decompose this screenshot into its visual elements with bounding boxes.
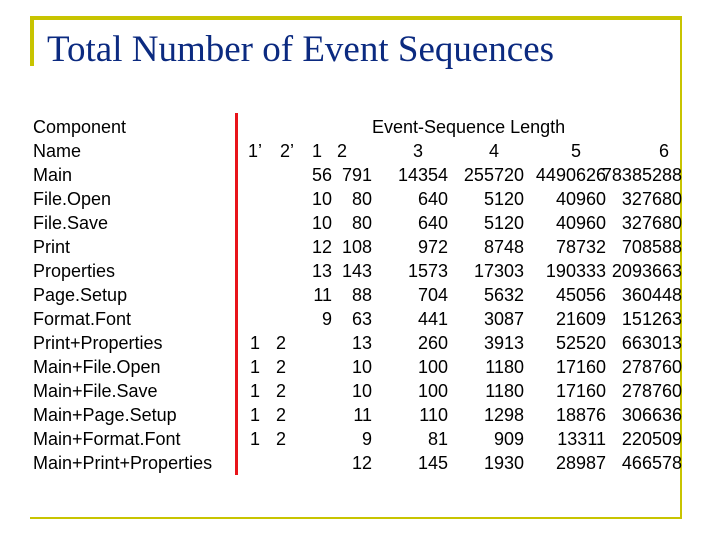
prime-2-value: 2 xyxy=(276,429,287,449)
prime-1-value: 1 xyxy=(250,405,261,425)
sequence-count-len-2: 80 xyxy=(351,213,372,233)
sequence-count-len-2: 791 xyxy=(341,165,372,185)
sequence-count-len-5: 40960 xyxy=(555,189,606,209)
prime-1-value: 1 xyxy=(250,333,261,353)
sequence-count-len-4: 5632 xyxy=(483,285,524,305)
sequence-count-len-6: 327680 xyxy=(621,189,682,209)
sequence-count-len-4: 3913 xyxy=(483,333,524,353)
sequence-count-len-1: 13 xyxy=(311,261,332,281)
sequence-count-len-3: 972 xyxy=(417,237,448,257)
sequence-count-len-6: 663013 xyxy=(621,333,682,353)
prime-2-value: 2 xyxy=(276,357,287,377)
component-name-column xyxy=(33,115,213,473)
prime-header-2: 2’ xyxy=(280,141,295,161)
sequence-count-len-4: 8748 xyxy=(483,237,524,257)
sequence-count-len-5: 4490626 xyxy=(535,165,606,185)
sequence-count-len-6: 151263 xyxy=(621,309,682,329)
sequence-count-len-4: 1180 xyxy=(485,357,524,377)
sequence-count-len-3: 100 xyxy=(417,381,448,401)
sequence-count-len-6: 278760 xyxy=(621,381,682,401)
sequence-count-len-4: 5120 xyxy=(483,189,524,209)
component-name: Print+Properties xyxy=(33,333,163,353)
sequence-count-len-1: 11 xyxy=(313,285,332,305)
sequence-count-len-1: 12 xyxy=(311,237,332,257)
sequence-count-len-4: 3087 xyxy=(483,309,524,329)
prime-1-value: 1 xyxy=(250,357,261,377)
slide-title: Total Number of Event Sequences xyxy=(47,29,555,70)
component-name: Main+Print+Properties xyxy=(33,453,213,473)
sequence-count-len-3: 704 xyxy=(417,285,448,305)
sequence-count-len-5: 21609 xyxy=(555,309,606,329)
component-name: Main+File.Open xyxy=(33,357,161,377)
prime-header-1: 1’ xyxy=(248,141,263,161)
sequence-count-len-2: 13 xyxy=(351,333,372,353)
bottom-frame-line xyxy=(30,517,680,519)
sequence-count-len-3: 441 xyxy=(417,309,448,329)
prime-2-value: 2 xyxy=(276,405,287,425)
sequence-count-len-6: 360448 xyxy=(621,285,682,305)
sequence-count-len-5: 45056 xyxy=(555,285,606,305)
prime-2-value: 2 xyxy=(276,333,287,353)
sequence-count-len-5: 17160 xyxy=(555,381,606,401)
sequence-count-len-1: 56 xyxy=(311,165,332,185)
component-name: Main xyxy=(33,165,73,185)
sequence-count-len-2: 63 xyxy=(351,309,372,329)
length-header-2: 2 xyxy=(336,141,347,161)
sequence-count-len-4: 1930 xyxy=(483,453,524,473)
sequence-count-len-2: 10 xyxy=(351,357,372,377)
sequence-count-len-4: 5120 xyxy=(483,213,524,233)
component-name: Format.Font xyxy=(33,309,132,329)
prime-1-value: 1 xyxy=(250,429,261,449)
sequence-count-len-3: 14354 xyxy=(397,165,448,185)
sequence-count-len-5: 18876 xyxy=(555,405,606,425)
sequence-count-len-1: 10 xyxy=(311,189,332,209)
sequence-count-len-6: 220509 xyxy=(621,429,682,449)
sequence-count-len-6: 78385288 xyxy=(601,165,682,185)
sequence-count-len-3: 260 xyxy=(417,333,448,353)
sequence-count-len-4: 1298 xyxy=(483,405,524,425)
sequence-count-len-1: 10 xyxy=(311,213,332,233)
sequence-count-len-3: 640 xyxy=(417,213,448,233)
sequence-count-len-3: 100 xyxy=(417,357,448,377)
component-name: Print xyxy=(33,237,71,257)
sequence-count-len-2: 108 xyxy=(341,237,372,257)
sequence-count-len-4: 255720 xyxy=(463,165,524,185)
prime-2-value: 2 xyxy=(276,381,287,401)
sequence-count-len-6: 466578 xyxy=(621,453,682,473)
component-name: Page.Setup xyxy=(33,285,128,305)
sequence-count-len-2: 143 xyxy=(341,261,372,281)
component-name: Main+Format.Font xyxy=(33,429,181,449)
length-header-6: 6 xyxy=(658,141,669,161)
length-header-3: 3 xyxy=(412,141,423,161)
sequence-count-len-5: 52520 xyxy=(555,333,606,353)
name-header-line2: Name xyxy=(33,141,82,161)
length-header-1: 1 xyxy=(311,141,322,161)
sequence-count-len-3: 640 xyxy=(417,189,448,209)
length-header: Event-Sequence Length xyxy=(372,117,566,137)
sequence-count-len-6: 708588 xyxy=(621,237,682,257)
left-frame-accent xyxy=(30,16,34,66)
component-name: File.Open xyxy=(33,189,112,209)
sequence-count-len-2: 11 xyxy=(353,405,372,425)
sequence-count-len-2: 88 xyxy=(351,285,372,305)
sequence-count-len-6: 278760 xyxy=(621,357,682,377)
sequence-count-len-5: 78732 xyxy=(555,237,606,257)
sequence-count-len-6: 327680 xyxy=(621,213,682,233)
sequence-count-len-5: 40960 xyxy=(555,213,606,233)
sequence-count-len-4: 1180 xyxy=(485,381,524,401)
sequence-count-len-3: 81 xyxy=(427,429,448,449)
prime-1-value: 1 xyxy=(250,381,261,401)
top-frame-line xyxy=(30,16,680,20)
sequence-count-len-3: 110 xyxy=(419,405,448,425)
sequence-count-len-3: 1573 xyxy=(407,261,448,281)
sequence-count-len-2: 12 xyxy=(351,453,372,473)
sequence-count-len-2: 10 xyxy=(351,381,372,401)
sequence-count-len-2: 80 xyxy=(351,189,372,209)
sequence-count-len-5: 28987 xyxy=(555,453,606,473)
sequence-count-len-6: 2093663 xyxy=(611,261,682,281)
sequence-count-len-2: 9 xyxy=(361,429,372,449)
sequence-count-len-3: 145 xyxy=(417,453,448,473)
sequence-count-len-5: 190333 xyxy=(545,261,606,281)
sequence-count-len-1: 9 xyxy=(321,309,332,329)
name-rows xyxy=(33,163,213,473)
component-name: File.Save xyxy=(33,213,109,233)
name-header-line1: Component xyxy=(33,117,127,137)
sequence-count-len-4: 909 xyxy=(493,429,524,449)
sequence-count-len-6: 306636 xyxy=(621,405,682,425)
component-name: Main+Page.Setup xyxy=(33,405,177,425)
sequence-count-len-5: 17160 xyxy=(555,357,606,377)
sequence-count-len-5: 13311 xyxy=(557,429,606,449)
sequence-count-len-4: 17303 xyxy=(473,261,524,281)
component-name: Main+File.Save xyxy=(33,381,158,401)
length-header-5: 5 xyxy=(570,141,581,161)
length-header-4: 4 xyxy=(488,141,499,161)
component-name: Properties xyxy=(33,261,116,281)
